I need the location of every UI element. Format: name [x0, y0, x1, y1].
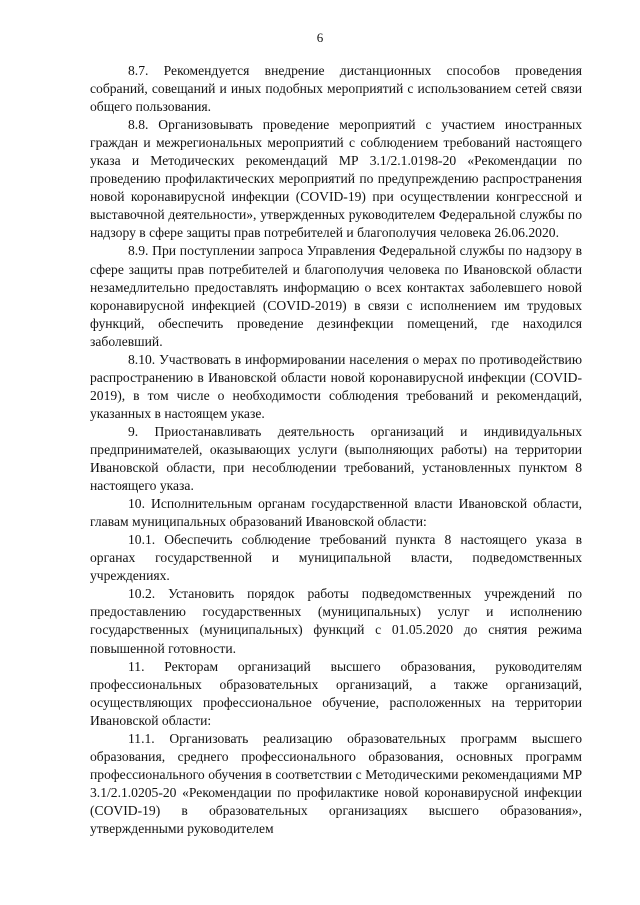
paragraph-11: 11. Ректорам организаций высшего образования, руководителям профессиональных образовательных организаций, а также организаций, осуществляющих профессиональное обучение, расположенных на территории Ивановской области: [90, 658, 582, 728]
page-number: 6 [316, 30, 324, 45]
paragraph-10-1: 10.1. Обеспечить соблюдение требований пункта 8 настоящего указа в органах государственной и муниципальной власти, подведомственных учреждениях. [90, 532, 582, 584]
paragraph-8-9: 8.9. При поступлении запроса Управления Федеральной службы по надзору в сфере защиты прав потребителей и благополучия человека по Ивановской области незамедлительно предоставлять информацию о всех контактах заболевшего новой коронавирусной инфекцией (COVID-2019) в связи с исполнением им трудовых функций, обеспечить проведение дезинфекции помещений, где находился заболевший. [90, 243, 582, 349]
paragraph-8-7: 8.7. Рекомендуется внедрение дистанционных способов проведения собраний, совещаний и иных подобных мероприятий с использованием сетей связи общего пользования. [90, 63, 582, 115]
paragraph-10: 10. Исполнительным органам государственной власти Ивановской области, главам муниципальных образований Ивановской области: [90, 496, 582, 530]
paragraph-8-10: 8.10. Участвовать в информировании населения о мерах по противодействию распространению в Ивановской области новой коронавирусной инфекции (COVID-2019), в том числе о необходимости соблюдения требований и рекомендаций, указанных в настоящем указе. [90, 351, 582, 421]
paragraph-8-8: 8.8. Организовывать проведение мероприятий с участием иностранных граждан и межрегиональных мероприятий с соблюдением требований настоящего указа и Методических рекомендаций МР 3.1/2.1.0198-20 «Рекомендации по проведению профилактических мероприятий по предупреждению распространения новой коронавирусной инфекции (COVID-19) при осуществлении конгрессной и выставочной деятельности», утвержденных руководителем Федеральной службы по надзору в сфере защиты прав потребителей и благополучия человека 26.06.2020. [90, 117, 582, 241]
paragraph-11-1: 11.1. Организовать реализацию образовательных программ высшего образования, среднего профессионального образования, основных программ профессионального обучения в соответствии с Методическими рекомендациями МР 3.1/2.1.0205-20 «Рекомендации по профилактике новой коронавирусной инфекции (COVID-19) в образовательных организациях высшего образования», утвержденными руководителем [90, 730, 582, 836]
paragraph-10-2: 10.2. Установить порядок работы подведомственных учреждений по предоставлению государственных (муниципальных) услуг и исполнению государственных (муниципальных) функций с 01.05.2020 до снятия режима повышенной готовности. [90, 586, 582, 656]
paragraph-9: 9. Приостанавливать деятельность организаций и индивидуальных предпринимателей, оказывающих услуги (выполняющих работы) на территории Ивановской области, при несоблюдении требований, установленных пунктом 8 настоящего указа. [90, 423, 582, 494]
document-body [90, 62, 582, 838]
